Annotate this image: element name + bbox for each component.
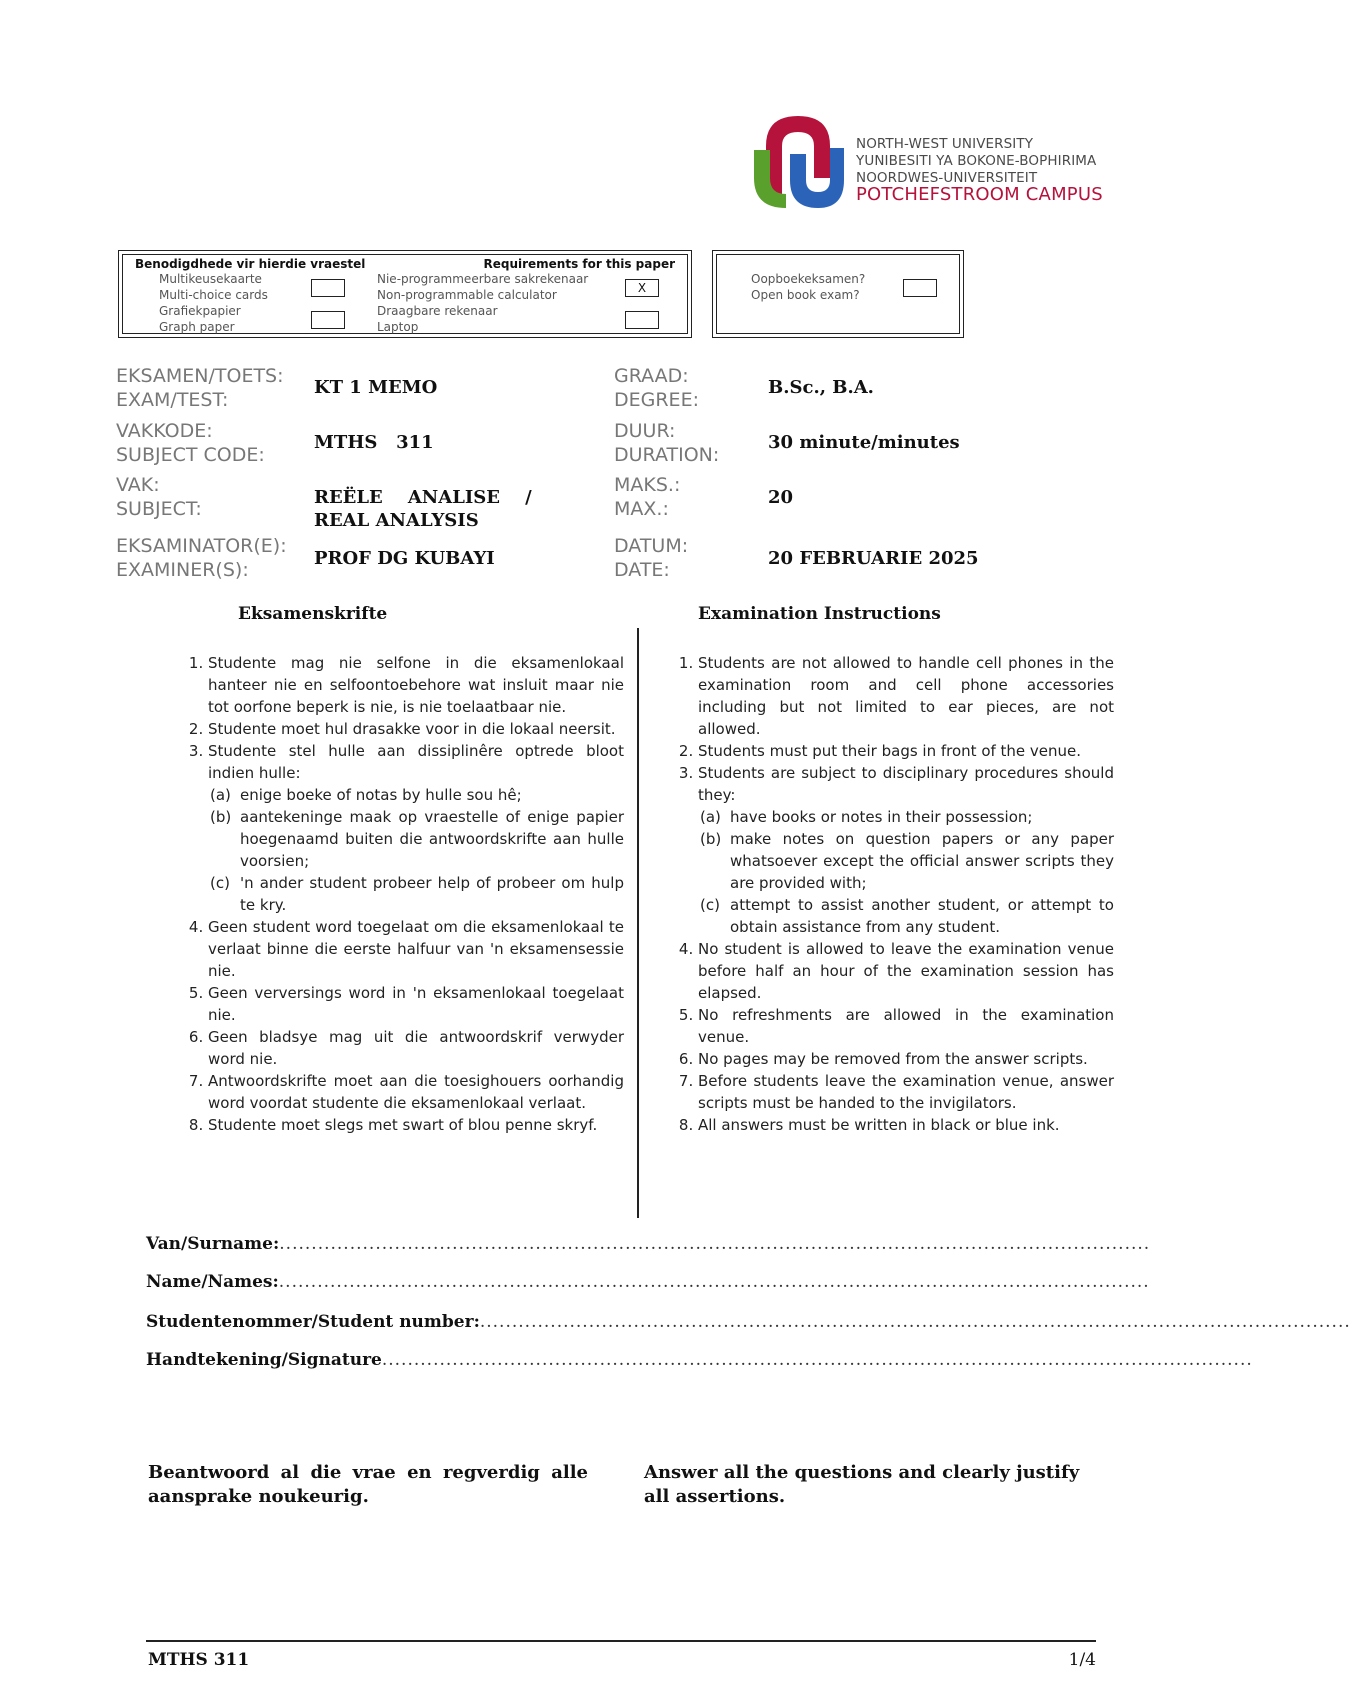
instruction-en-3c: (c) attempt to assist another student, or attempt to obtain assistance from any student. (700, 896, 1114, 936)
instruction-en-3: 3. Students are subject to disciplinary procedures should they: (a) have books or notes in their possession; (b) make notes on question papers or any paper whatsoever except the official answer scripts they are provided with; (c) attempt to assist another student, or attempt to obtain assistance from any student. (698, 762, 1114, 938)
open-book-label-en: Open book exam? (751, 288, 860, 302)
multichoice-checkbox[interactable] (311, 279, 345, 297)
footer-subject-code: MTHS 311 (148, 1650, 250, 1670)
date-label-en: DATE: (614, 559, 670, 581)
student-number-label: Studentenommer/Student number: (146, 1312, 480, 1332)
instruction-en-3b: (b) make notes on question papers or any paper whatsoever except the official answer scripts they are provided with; (700, 830, 1114, 892)
instruction-en-7: 7. Before students leave the examination venue, answer scripts must be handed to the invigilators. (698, 1070, 1114, 1114)
date-label-af: DATUM: (614, 535, 689, 557)
names-label: Name/Names: (146, 1272, 279, 1292)
university-name-tn: YUNIBESITI YA BOKONE-BOPHIRIMA (856, 153, 1097, 169)
duration-value: 30 minute/minutes (768, 432, 960, 453)
instruction-en-8: 8. All answers must be written in black or blue ink. (698, 1114, 1114, 1136)
university-logo (748, 108, 1103, 208)
subject-code-value: MTHS 311 (314, 432, 434, 453)
instruction-en-3a: (a) have books or notes in their possession; (700, 808, 1033, 826)
instructions-af (180, 652, 624, 1136)
laptop-label-en: Laptop (377, 320, 419, 334)
multichoice-label-af: Multikeusekaarte (159, 272, 262, 286)
instruction-af-1: 1. Studente mag nie selfone in die eksamenlokaal hanteer nie en selfoontoebehore wat insluit maar nie tot oorfone beperk is nie, is nie toelaatbaar nie. (208, 652, 624, 718)
open-book-label-af: Oopboekeksamen? (751, 272, 866, 286)
graph-label-af: Grafiekpapier (159, 304, 241, 318)
multichoice-label-en: Multi-choice cards (159, 288, 268, 302)
subject-value-line-1: REËLE ANALISE / (314, 487, 532, 508)
laptop-label-af: Draagbare rekenaar (377, 304, 498, 318)
nwu-emblem-icon (748, 108, 848, 208)
degree-label-en: DEGREE: (614, 389, 699, 411)
calculator-label-en: Non-programmable calculator (377, 288, 557, 302)
instruction-af-3a: (a) enige boeke of notas by hulle sou hê; (210, 786, 522, 804)
date-value: 20 FEBRUARIE 2025 (768, 548, 979, 569)
duration-label-af: DUUR: (614, 420, 676, 442)
footer-page-number: 1/4 (1068, 1650, 1096, 1670)
footer-rule (146, 1640, 1096, 1642)
signature-field[interactable]: Handtekening/Signature........................................................................................................................................ (146, 1350, 1253, 1370)
names-field[interactable]: Name/Names:........................................................................................................................................ (146, 1272, 1150, 1292)
calculator-checkbox[interactable]: X (625, 279, 659, 297)
column-divider (637, 628, 639, 1218)
instruction-en-1: 1. Students are not allowed to handle cell phones in the examination room and cell phone accessories including but not limited to ear pieces, are not allowed. (698, 652, 1114, 740)
instruction-en-5: 5. No refreshments are allowed in the examination venue. (698, 1004, 1114, 1048)
open-book-box (712, 250, 964, 338)
signature-label: Handtekening/Signature (146, 1350, 382, 1370)
instruction-af-3b: (b) aantekeninge maak op vraestelle of enige papier hoegenaamd buiten die antwoordskrifte aan hulle voorsien; (210, 808, 624, 870)
max-label-af: MAKS.: (614, 474, 681, 496)
instructions-title-en: Examination Instructions (698, 604, 941, 624)
surname-label: Van/Surname: (146, 1234, 280, 1254)
instructions-en (670, 652, 1114, 1136)
campus-name: POTCHEFSTROOM CAMPUS (856, 184, 1103, 205)
open-book-checkbox[interactable] (903, 279, 937, 297)
instruction-af-5: 5. Geen verversings word in 'n eksamenlokaal toegelaat nie. (208, 982, 624, 1026)
subject-label-en: SUBJECT: (116, 498, 202, 520)
instruction-en-6: 6. No pages may be removed from the answer scripts. (698, 1048, 1114, 1070)
answer-instruction-en: Answer all the questions and clearly justify all assertions. (644, 1462, 1080, 1507)
instruction-af-4: 4. Geen student word toegelaat om die eksamenlokaal te verlaat binne die eerste halfuur van 'n eksamensessie nie. (208, 916, 624, 982)
degree-value: B.Sc., B.A. (768, 377, 874, 398)
exam-value: KT 1 MEMO (314, 377, 438, 398)
requirements-box (118, 250, 692, 338)
code-label-en: SUBJECT CODE: (116, 444, 265, 466)
laptop-checkbox[interactable] (625, 311, 659, 329)
max-value: 20 (768, 487, 794, 508)
max-label-en: MAX.: (614, 498, 669, 520)
code-label-af: VAKKODE: (116, 420, 213, 442)
graph-label-en: Graph paper (159, 320, 235, 334)
exam-label-en: EXAM/TEST: (116, 389, 229, 411)
instruction-en-2: 2. Students must put their bags in front of the venue. (698, 740, 1114, 762)
instruction-af-7: 7. Antwoordskrifte moet aan die toesighouers oorhandig word voordat studente die eksamenlokaal verlaat. (208, 1070, 624, 1114)
duration-label-en: DURATION: (614, 444, 720, 466)
answer-instruction-af: Beantwoord al die vrae en regverdig alle aansprake noukeurig. (148, 1462, 588, 1507)
degree-label-af: GRAAD: (614, 365, 689, 387)
instruction-af-6: 6. Geen bladsye mag uit die antwoordskrif verwyder word nie. (208, 1026, 624, 1070)
subject-value-line-2: REAL ANALYSIS (314, 510, 479, 531)
instruction-af-2: 2. Studente moet hul drasakke voor in die lokaal neersit. (208, 718, 624, 740)
subject-label-af: VAK: (116, 474, 160, 496)
examiner-value: PROF DG KUBAYI (314, 548, 495, 569)
calculator-label-af: Nie-programmeerbare sakrekenaar (377, 272, 589, 286)
examiner-label-af: EKSAMINATOR(E): (116, 535, 287, 557)
exam-label-af: EKSAMEN/TOETS: (116, 365, 284, 387)
university-name-en: NORTH-WEST UNIVERSITY (856, 136, 1034, 152)
university-name-af: NOORDWES-UNIVERSITEIT (856, 170, 1038, 186)
instructions-title-af: Eksamenskrifte (238, 604, 388, 624)
examiner-label-en: EXAMINER(S): (116, 559, 249, 581)
instruction-en-4: 4. No student is allowed to leave the examination venue before half an hour of the examination session has elapsed. (698, 938, 1114, 1004)
instruction-af-3c: (c) 'n ander student probeer help of probeer om hulp te kry. (210, 874, 624, 914)
student-number-field[interactable]: Studentenommer/Student number:........................................................................................................................................ (146, 1312, 1351, 1332)
surname-field[interactable]: Van/Surname:........................................................................................................................................ (146, 1234, 1151, 1254)
requirements-header-en: Requirements for this paper (483, 257, 675, 271)
instruction-af-8: 8. Studente moet slegs met swart of blou penne skryf. (208, 1114, 624, 1136)
requirements-header-af: Benodigdhede vir hierdie vraestel (135, 257, 366, 271)
graph-paper-checkbox[interactable] (311, 311, 345, 329)
instruction-af-3: 3. Studente stel hulle aan dissiplinêre optrede bloot indien hulle: (a) enige boeke of notas by hulle sou hê; (b) aantekeninge maak op vraestelle of enige papier hoegenaamd buiten die antwoordskrifte aan hulle voorsien; (c) 'n ander student probeer help of probeer om hulp te kry. (208, 740, 624, 916)
